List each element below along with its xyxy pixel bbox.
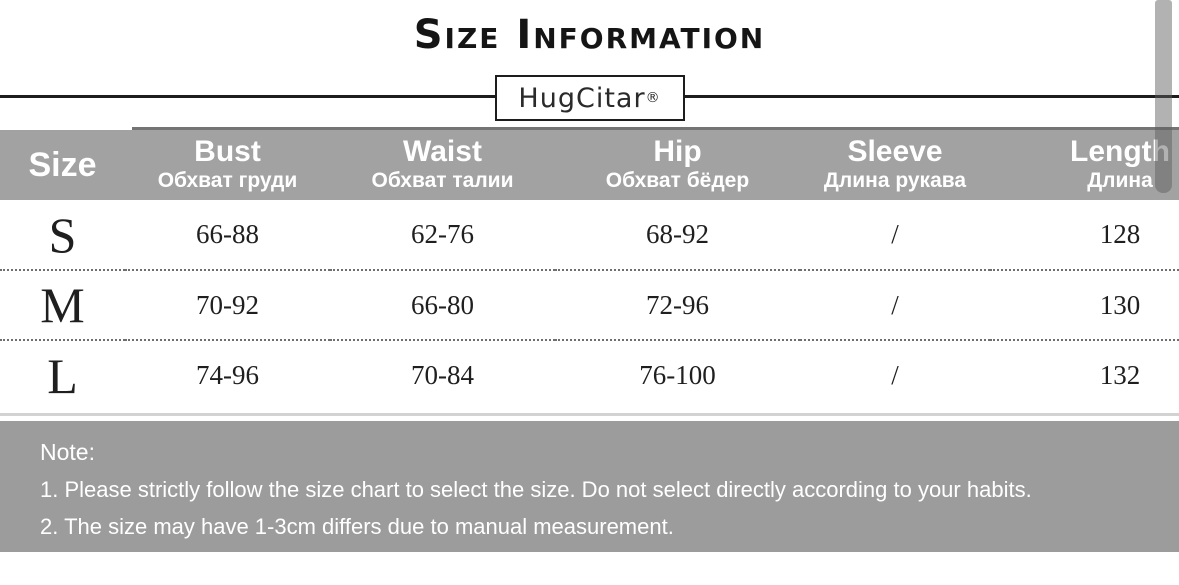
cell-length-l: 132: [1099, 360, 1141, 390]
note-box: [0, 421, 1179, 552]
cell-bust-s: 66-88: [196, 219, 259, 249]
cell-hip-l: 76-100: [639, 360, 716, 390]
note-line-1: 1. Please strictly follow the size chart to select the size. Do not select directly according to your habits.: [40, 477, 1032, 502]
column-header-hip: Hip Обхват бёдер: [555, 130, 800, 200]
cell-hip-s: 68-92: [646, 219, 709, 249]
cell-waist-m: 66-80: [411, 289, 474, 320]
cell-waist-s: 62-76: [411, 219, 474, 249]
size-table-container: [0, 130, 1179, 413]
table-row-m: [0, 270, 1179, 340]
cell-bust-l: 74-96: [196, 360, 259, 390]
note-line-2: 2. The size may have 1-3cm differs due to manual measurement.: [40, 514, 674, 539]
column-header-waist: Waist Обхват талии: [330, 130, 555, 200]
column-header-sleeve: Sleeve Длина рукава: [800, 130, 990, 200]
header-row: [0, 130, 1179, 200]
page-title: Size Information: [413, 12, 766, 58]
cell-length-m: 130: [1099, 289, 1141, 320]
column-header-bust: Bust Обхват груди: [125, 130, 330, 200]
cell-size-m: M: [40, 277, 85, 333]
table-row-s: [0, 200, 1179, 270]
cell-sleeve-l: /: [891, 360, 899, 390]
cell-waist-l: 70-84: [411, 360, 474, 390]
note-label: Note:: [40, 439, 95, 465]
brand-name: HugCitar: [518, 82, 646, 114]
cell-hip-m: 72-96: [646, 289, 709, 320]
size-table: [0, 130, 1179, 410]
cell-sleeve-m: /: [891, 289, 899, 320]
column-header-size: Size: [0, 130, 125, 200]
brand-logo: HugCitar ®: [495, 75, 685, 121]
cell-size-l: L: [47, 347, 78, 404]
cell-size-s: S: [48, 206, 77, 263]
table-bottom-line: [0, 413, 1179, 416]
cell-sleeve-s: /: [891, 219, 899, 249]
cell-length-s: 128: [1099, 219, 1141, 249]
table-row-l: [0, 340, 1179, 410]
column-header-length: Length Длина: [990, 130, 1179, 200]
cell-bust-m: 70-92: [196, 289, 259, 320]
scrollbar-thumb[interactable]: [1155, 0, 1172, 193]
